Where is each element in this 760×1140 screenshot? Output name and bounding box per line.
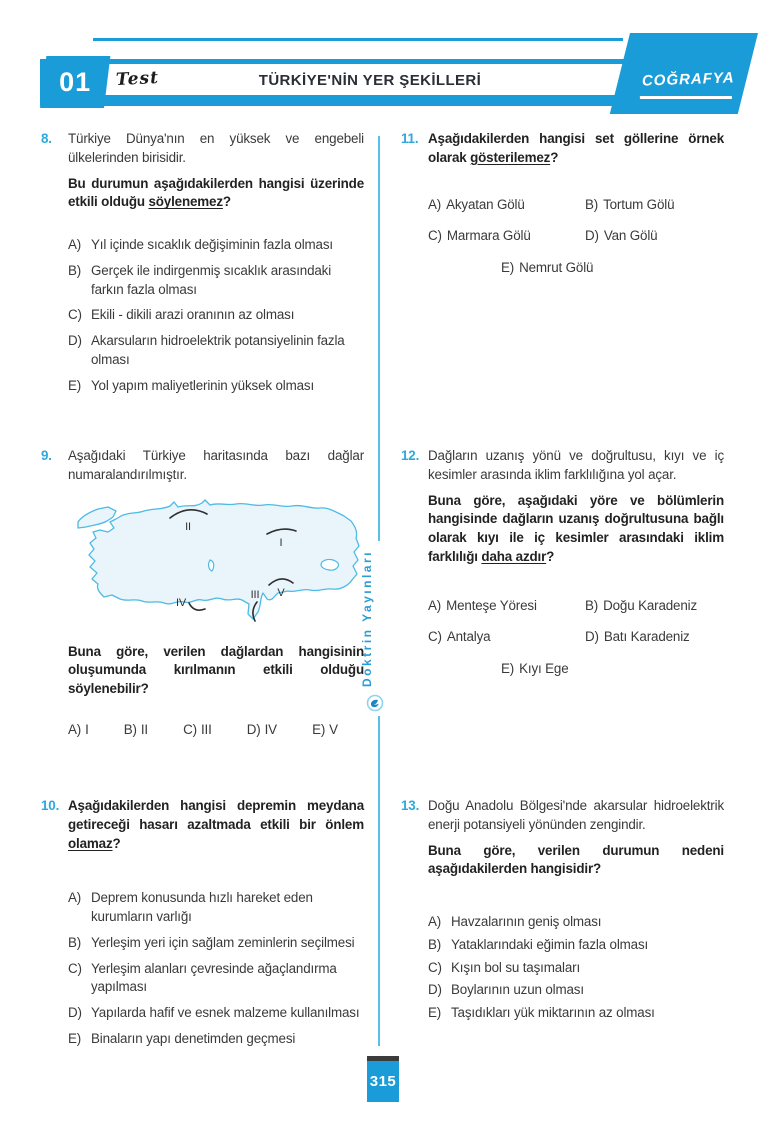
- publisher-logo-icon: [366, 694, 384, 712]
- option-c: C) Yerleşim alanları çevresinde ağaçlandırma yapılması: [68, 960, 337, 995]
- subject-underline: [640, 96, 732, 99]
- option-c: C) Antalya: [428, 629, 491, 645]
- mountain-arc-4: [189, 603, 205, 610]
- options-list: [68, 236, 364, 395]
- map-region-label: V: [277, 586, 285, 599]
- options-list: [428, 597, 724, 679]
- question-number: 9.: [41, 448, 52, 463]
- option-b: B) Yerleşim yeri için sağlam zeminlerin seçilmesi: [68, 934, 355, 950]
- option-d: D) Yapılarda hafif ve esnek malzeme kullanılması: [68, 1005, 360, 1021]
- question-8: [41, 130, 364, 402]
- options-list: [428, 196, 724, 278]
- question-12: [401, 447, 724, 679]
- option-d: D) Van Gölü: [585, 228, 658, 244]
- question-intro: Dağların uzanış yönü ve doğrultusu, kıyı ve iç kesimler arasında iklim farklılığına yol açar.: [428, 448, 724, 482]
- page-title: TÜRKİYE'NİN YER ŞEKİLLERİ: [258, 72, 482, 89]
- question-10: [41, 797, 364, 1056]
- option-c: C) III: [183, 721, 212, 737]
- option-e: E) Yol yapım maliyetlerinin yüksek olması: [68, 377, 315, 393]
- option-b: B) Yataklarındaki eğimin fazla olması: [428, 936, 649, 952]
- map-region-label: II: [185, 520, 191, 533]
- subject-label: COĞRAFYA: [641, 69, 735, 90]
- question-13: [401, 797, 724, 1027]
- option-b: B) Gerçek ile indirgenmiş sıcaklık arasındaki farkın fazla olması: [68, 262, 332, 297]
- options-list: [68, 889, 364, 1048]
- option-d: D) Batı Karadeniz: [585, 629, 690, 645]
- map-region-label: III: [250, 588, 260, 601]
- option-a: A) Menteşe Yöresi: [428, 597, 537, 613]
- turkey-map: [64, 492, 364, 632]
- header-top-line: [93, 38, 623, 41]
- test-label: Test: [115, 67, 160, 91]
- question-stem: Bu durumun aşağıdakilerden hangisi üzerinde etkili olduğu söylenemez?: [68, 175, 364, 210]
- test-number: 01: [59, 66, 92, 97]
- question-stem: Aşağıdakilerden hangisi set göllerine örnek olarak gösterilemez?: [428, 131, 724, 165]
- column-divider: [378, 716, 380, 1046]
- option-b: B) Doğu Karadeniz: [585, 597, 698, 613]
- map-region-label: I: [279, 536, 283, 549]
- question-number: 12.: [401, 448, 420, 463]
- option-e: E) V: [312, 721, 338, 737]
- question-intro: Türkiye Dünya'nın en yüksek ve engebeli ülkelerinden birisidir.: [68, 131, 364, 165]
- options-list: [68, 721, 338, 740]
- option-b: B) Tortum Gölü: [585, 196, 675, 212]
- option-a: A) Havzalarının geniş olması: [428, 914, 602, 930]
- question-stem: Buna göre, aşağıdaki yöre ve bölümlerin hangisinde dağların uzanış doğrultusuna bağlı olarak kıyı ile iç kesimler arasındaki iklim farklılığı daha azdır?: [428, 492, 724, 564]
- option-d: D) IV: [246, 721, 277, 737]
- option-e: E) Kıyı Ege: [501, 661, 569, 677]
- options-list: [428, 913, 724, 1023]
- option-a: A) Akyatan Gölü: [428, 196, 525, 212]
- option-e: E) Taşıdıkları yük miktarının az olması: [428, 1005, 655, 1021]
- option-b: B) II: [123, 721, 149, 737]
- option-a: A) Yıl içinde sıcaklık değişiminin fazla olması: [68, 237, 333, 253]
- option-a: A) Deprem konusunda hızlı hareket eden kurumların varlığı: [68, 890, 313, 925]
- option-e: E) Binaların yapı denetimden geçmesi: [68, 1030, 296, 1046]
- question-number: 8.: [41, 131, 52, 146]
- column-divider: [378, 136, 380, 541]
- question-number: 10.: [41, 798, 60, 813]
- lake-van: [321, 559, 338, 570]
- option-d: D) Akarsuların hidroelektrik potansiyelinin fazla olması: [68, 333, 345, 367]
- question-11: [401, 130, 724, 278]
- page-number: 315: [369, 1073, 397, 1090]
- question-stem: Aşağıdakilerden hangisi depremin meydana getireceği hasarı azaltmada etkili bir önlem olamaz?: [68, 798, 364, 851]
- question-9: [41, 447, 364, 740]
- page-number-badge: [367, 1061, 399, 1102]
- publisher-name: Doktrin Yayınları: [360, 550, 374, 688]
- lake-tuz: [209, 560, 214, 571]
- option-a: A) I: [68, 721, 89, 737]
- subject-ribbon: [610, 33, 758, 114]
- question-stem: Buna göre, verilen dağlardan hangisinin oluşumunda kırılmanın etkili olduğu söylenebilir?: [68, 643, 364, 697]
- option-e: E) Nemrut Gölü: [501, 260, 594, 276]
- question-number: 11.: [401, 131, 419, 146]
- question-number: 13.: [401, 798, 420, 813]
- question-intro: Aşağıdaki Türkiye haritasında bazı dağlar numaralandırılmıştır.: [68, 448, 364, 482]
- map-region-label: IV: [175, 596, 187, 609]
- option-c: C) Marmara Gölü: [428, 228, 531, 244]
- option-d: D) Boylarının uzun olması: [428, 982, 584, 998]
- question-stem: Buna göre, verilen durumun nedeni aşağıdakilerden hangisidir?: [428, 842, 724, 877]
- option-c: C) Kışın bol su taşımaları: [428, 959, 581, 975]
- test-number-box: [40, 56, 110, 108]
- option-c: C) Ekili - dikili arazi oranının az olması: [68, 307, 295, 323]
- question-intro: Doğu Anadolu Bölgesi'nde akarsular hidroelektrik enerji potansiyeli yönünden zengindir.: [428, 798, 724, 832]
